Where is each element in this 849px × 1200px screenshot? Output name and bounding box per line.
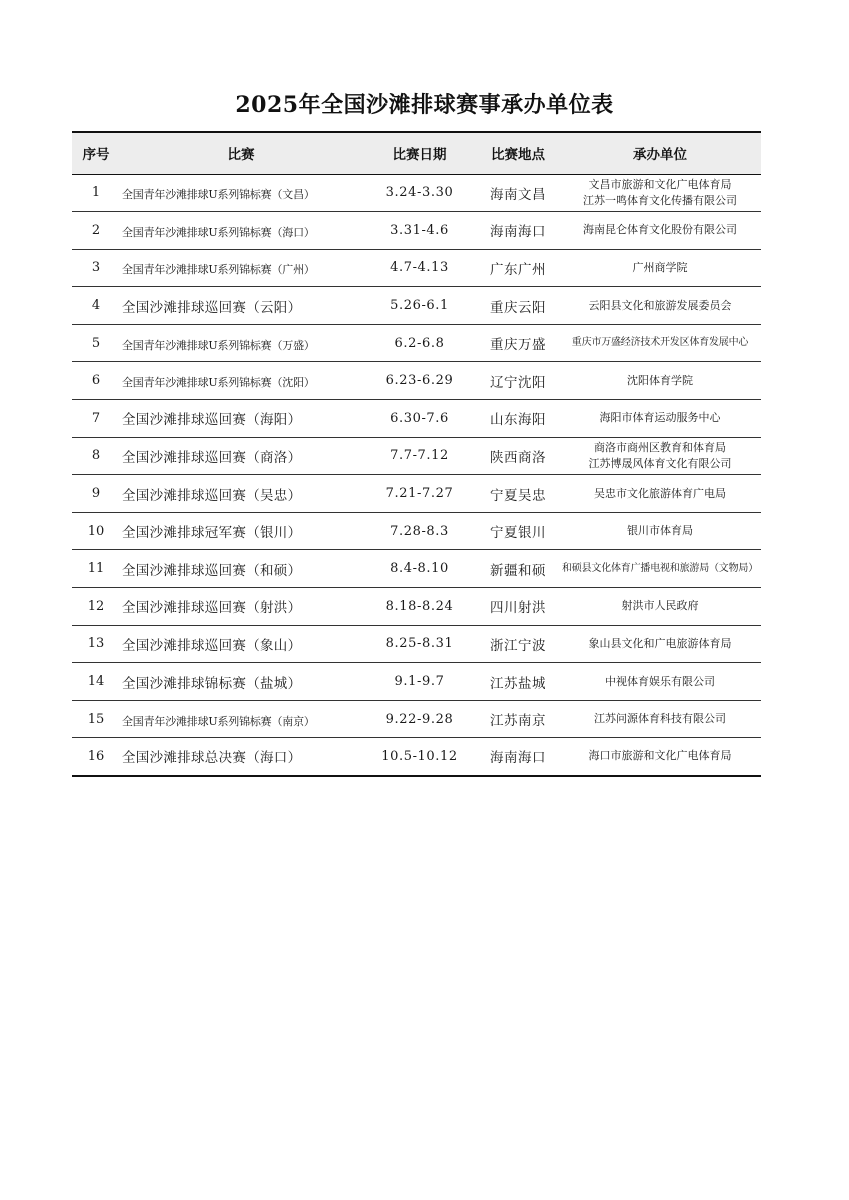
table-row — [72, 588, 761, 626]
table-row — [72, 550, 761, 588]
event-name: 全国沙滩排球巡回赛（云阳） — [122, 299, 302, 316]
event-cell — [120, 249, 362, 287]
event-name: 全国沙滩排球总决赛（海口） — [122, 750, 302, 767]
table-row — [72, 663, 761, 701]
document-title: 2025年全国沙滩排球赛事承办单位表 — [235, 92, 614, 118]
location-cell: 宁夏吴忠 — [490, 487, 546, 504]
serial-number-cell: 15 — [87, 711, 105, 727]
location-cell: 江苏盐城 — [490, 675, 546, 692]
serial-number-cell: 16 — [87, 748, 105, 764]
event-name: 全国青年沙滩排球U系列锦标赛（万盛） — [122, 338, 315, 352]
date-cell: 9.22-9.28 — [385, 711, 454, 727]
host-unit-cell — [559, 550, 761, 588]
location-cell: 重庆万盛 — [490, 337, 546, 354]
table-row — [72, 287, 761, 325]
host-unit-cell — [559, 249, 761, 287]
event-name: 全国青年沙滩排球U系列锦标赛（海口） — [122, 225, 315, 239]
date-cell: 7.28-8.3 — [390, 523, 449, 539]
host-unit-name: 银川市体育局 — [627, 524, 693, 538]
location-cell: 海南海口 — [490, 224, 546, 241]
location-cell: 重庆云阳 — [490, 299, 546, 316]
table-row — [72, 362, 761, 400]
header-location: 比赛地点 — [491, 147, 545, 164]
event-name: 全国沙滩排球巡回赛（和硕） — [122, 562, 302, 579]
event-cell — [120, 475, 362, 513]
host-unit-name: 文昌市旅游和文化广电体育局 — [588, 177, 732, 191]
date-cell: 8.18-8.24 — [385, 598, 454, 614]
location-cell: 海南文昌 — [490, 186, 546, 203]
event-name: 全国沙滩排球巡回赛（海阳） — [122, 412, 302, 429]
host-unit-cell — [559, 475, 761, 513]
event-name: 全国青年沙滩排球U系列锦标赛（沈阳） — [122, 376, 315, 390]
event-cell — [120, 174, 362, 212]
table-row — [72, 738, 761, 776]
event-cell — [120, 700, 362, 738]
event-name: 全国沙滩排球巡回赛（商洛） — [122, 449, 302, 466]
host-unit-name: 吴忠市文化旅游体育广电局 — [594, 486, 726, 500]
table-row — [72, 400, 761, 438]
event-name: 全国沙滩排球锦标赛（盐城） — [122, 675, 302, 692]
event-cell — [120, 588, 362, 626]
event-cell — [120, 400, 362, 438]
event-cell — [120, 625, 362, 663]
date-cell: 7.21-7.27 — [385, 486, 454, 502]
serial-number-cell: 2 — [91, 222, 101, 238]
event-cell — [120, 212, 362, 250]
serial-number-cell: 6 — [91, 373, 101, 389]
table-row — [72, 212, 761, 250]
host-unit-cell — [559, 212, 761, 250]
host-unit-name: 江苏博晟风体育文化有限公司 — [588, 456, 732, 470]
location-cell: 四川射洪 — [490, 600, 546, 617]
date-cell: 8.25-8.31 — [385, 636, 454, 652]
event-cell — [120, 287, 362, 325]
host-unit-cell — [559, 663, 761, 701]
date-cell: 6.2-6.8 — [394, 335, 445, 351]
serial-number-cell: 8 — [91, 448, 101, 464]
table-header — [72, 132, 761, 174]
host-unit-name: 江苏问源体育科技有限公司 — [594, 712, 726, 726]
date-cell: 6.23-6.29 — [385, 373, 454, 389]
table-row — [72, 174, 761, 212]
location-cell: 山东海阳 — [490, 412, 546, 429]
date-cell: 5.26-6.1 — [390, 298, 449, 314]
event-name: 全国青年沙滩排球U系列锦标赛（广州） — [122, 263, 315, 277]
serial-number-cell: 13 — [87, 636, 105, 652]
host-unit-cell — [559, 512, 761, 550]
date-cell: 3.31-4.6 — [390, 222, 449, 238]
serial-number-cell: 12 — [87, 598, 105, 614]
date-cell: 3.24-3.30 — [385, 185, 454, 201]
host-unit-cell — [559, 738, 761, 776]
host-units-table — [72, 131, 761, 777]
host-unit-name: 中视体育娱乐有限公司 — [605, 674, 715, 688]
host-unit-name: 海阳市体育运动服务中心 — [599, 411, 721, 425]
date-cell: 4.7-4.13 — [390, 260, 449, 276]
host-unit-name: 海南昆仑体育文化股份有限公司 — [583, 223, 737, 237]
header-serial-number: 序号 — [82, 147, 110, 164]
header-event: 比赛 — [227, 147, 255, 164]
host-unit-name: 商洛市商州区教育和体育局 — [594, 440, 726, 454]
host-unit-cell — [559, 174, 761, 212]
host-unit-cell — [559, 400, 761, 438]
date-cell: 10.5-10.12 — [381, 748, 458, 764]
event-cell — [120, 663, 362, 701]
host-unit-cell — [559, 437, 761, 475]
event-name: 全国沙滩排球冠军赛（银川） — [122, 525, 302, 542]
table-row — [72, 700, 761, 738]
date-cell: 8.4-8.10 — [390, 561, 449, 577]
serial-number-cell: 10 — [87, 523, 105, 539]
event-name: 全国青年沙滩排球U系列锦标赛（文昌） — [122, 188, 315, 202]
event-cell — [120, 362, 362, 400]
event-name: 全国沙滩排球巡回赛（射洪） — [122, 600, 302, 617]
host-unit-name: 广州商学院 — [632, 260, 688, 274]
serial-number-cell: 3 — [91, 260, 101, 276]
event-cell — [120, 324, 362, 362]
event-cell — [120, 550, 362, 588]
event-name: 全国青年沙滩排球U系列锦标赛（南京） — [122, 714, 315, 728]
host-unit-name: 沈阳体育学院 — [627, 373, 693, 387]
header-date: 比赛日期 — [392, 147, 447, 164]
host-unit-name: 海口市旅游和文化广电体育局 — [588, 749, 732, 763]
table-row — [72, 437, 761, 475]
location-cell: 新疆和硕 — [490, 562, 546, 579]
location-cell: 浙江宁波 — [490, 637, 546, 654]
host-unit-cell — [559, 588, 761, 626]
host-unit-name: 和硕县文化体育广播电视和旅游局（文物局） — [562, 562, 758, 574]
table-header-row — [72, 132, 761, 174]
serial-number-cell: 7 — [91, 410, 101, 426]
serial-number-cell: 14 — [87, 674, 105, 690]
host-unit-cell — [559, 625, 761, 663]
host-unit-name: 射洪市人民政府 — [621, 599, 699, 613]
location-cell: 广东广州 — [490, 261, 546, 278]
serial-number-cell: 11 — [87, 561, 105, 577]
serial-number-cell: 9 — [91, 486, 101, 502]
serial-number-cell: 5 — [91, 335, 101, 351]
host-unit-name: 重庆市万盛经济技术开发区体育发展中心 — [571, 337, 749, 349]
table-row — [72, 512, 761, 550]
host-unit-cell — [559, 700, 761, 738]
host-unit-cell — [559, 287, 761, 325]
serial-number-cell: 1 — [91, 185, 101, 201]
table-row — [72, 625, 761, 663]
date-cell: 6.30-7.6 — [390, 410, 449, 426]
table-row — [72, 324, 761, 362]
date-cell: 7.7-7.12 — [390, 448, 449, 464]
location-cell: 江苏南京 — [490, 713, 546, 730]
table-row — [72, 475, 761, 513]
location-cell: 海南海口 — [490, 750, 546, 767]
location-cell: 陕西商洛 — [490, 449, 546, 466]
location-cell: 宁夏银川 — [490, 525, 546, 542]
event-name: 全国沙滩排球巡回赛（吴忠） — [122, 487, 302, 504]
host-unit-cell — [559, 362, 761, 400]
table-row — [72, 249, 761, 287]
host-unit-name: 象山县文化和广电旅游体育局 — [588, 636, 732, 650]
event-cell — [120, 738, 362, 776]
host-unit-name: 江苏一鸣体育文化传播有限公司 — [583, 193, 737, 207]
header-host-unit: 承办单位 — [633, 147, 687, 164]
location-cell: 辽宁沈阳 — [490, 374, 546, 391]
date-cell: 9.1-9.7 — [394, 674, 445, 690]
serial-number-cell: 4 — [91, 298, 101, 314]
table-body — [72, 174, 761, 776]
event-cell — [120, 512, 362, 550]
event-cell — [120, 437, 362, 475]
host-unit-name: 云阳县文化和旅游发展委员会 — [588, 298, 732, 312]
host-unit-cell — [559, 324, 761, 362]
event-name: 全国沙滩排球巡回赛（象山） — [122, 637, 302, 654]
